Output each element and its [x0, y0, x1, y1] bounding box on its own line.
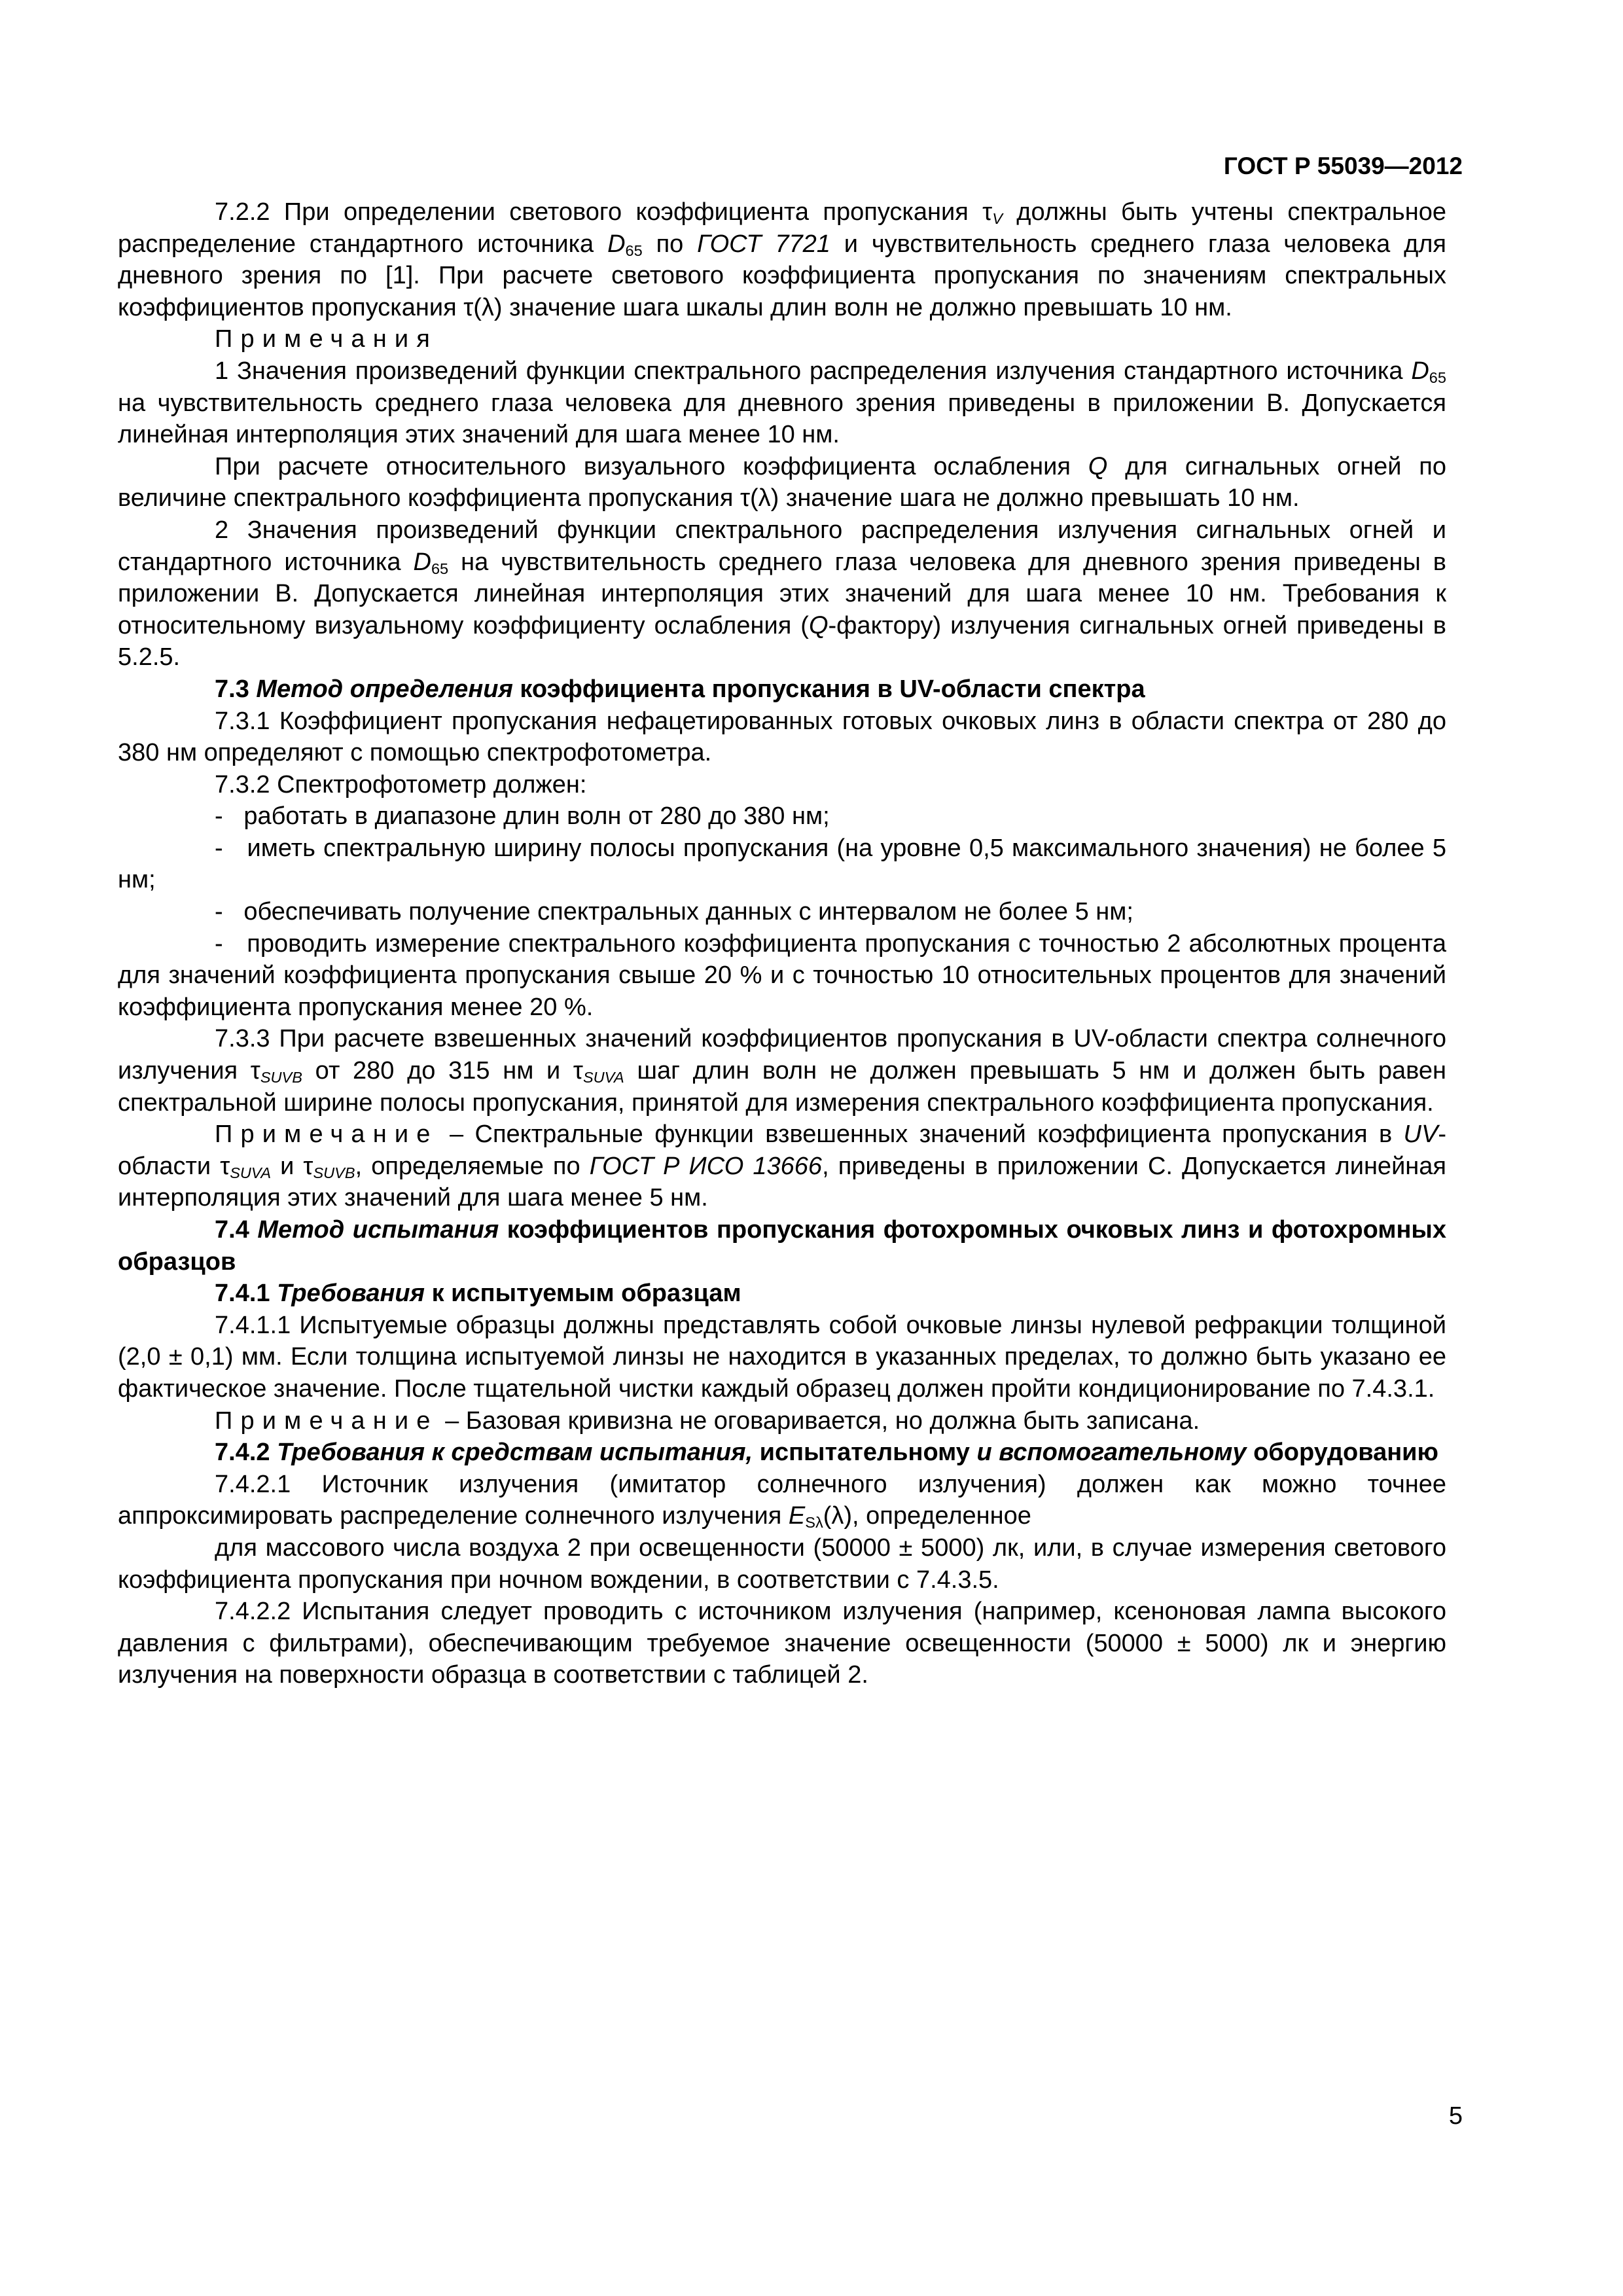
heading-7-3 — [118, 673, 1446, 706]
subscript: SUVA — [582, 1068, 624, 1086]
paragraph-7-3-3 — [118, 1023, 1446, 1119]
text-run: коэффициента пропускания в UV-области спектра — [512, 675, 1145, 703]
heading-7-4-1 — [118, 1278, 1446, 1310]
text-run: 7.4.2.1 Источник излучения (имитатор солнечного излучения) должен как можно точнее аппроксимировать распределение солнечного излучения — [118, 1470, 1446, 1530]
heading-7-4-2 — [118, 1437, 1446, 1469]
paragraph-7-3-2: 7.3.2 Спектрофотометр должен: — [215, 770, 587, 798]
text-run: коэффициентов пропускания фотохромных очковых линз и фотохромных образцов — [118, 1216, 1446, 1276]
text-run: испытательному — [753, 1439, 977, 1467]
note-1 — [118, 355, 1446, 451]
text-run: , приведены в приложении С. Допускается линейная интерполяция этих значений для шага менее 5 нм. — [118, 1152, 1446, 1212]
paragraph-7-3-1: 7.3.1 Коэффициент пропускания нефацетированных готовых очковых линз в области спектра от 280 до 380 нм определяют с помощью спектрофотометра. — [118, 707, 1446, 767]
paragraph-7-4-2-2: 7.4.2.2 Испытания следует проводить с источником излучения (например, ксеноновая лампа высокого давления с фильтрами), обеспечивающим требуемое значение освещенности (50000 ± 5000) лк и энергию излучения на поверхности образца в соответствии с таблицей 2. — [118, 1598, 1446, 1689]
document-body — [118, 196, 1446, 1691]
section-number: 7.4.2 — [215, 1439, 277, 1467]
text-run: UV — [1403, 1121, 1438, 1149]
dash-marker: - — [215, 929, 247, 958]
section-number: 7.3 — [215, 675, 257, 703]
subscript: SUVA — [230, 1164, 272, 1181]
symbol-q: Q — [808, 611, 829, 639]
list-item-text: проводить измерение спектрального коэффициента пропускания с точностью 2 абсолютных процента для значений коэффициента пропускания свыше 20 % и с точностью 10 относительных процентов для значений коэффициента пропускания менее 20 %. — [118, 929, 1447, 1021]
subscript: SUVB — [260, 1068, 302, 1086]
list-item — [118, 800, 1446, 833]
text-run: оборудованию — [1246, 1439, 1438, 1467]
notes-heading — [118, 323, 1446, 355]
text-run: шаг длин волн не должен превышать 5 нм и должен быть равен спектральной ширине полосы пропускания, принятой для измерения спектрального коэффициента пропускания. — [118, 1057, 1446, 1117]
symbol-d: D — [1411, 357, 1429, 385]
section-number: 7.4.1 — [215, 1280, 277, 1308]
list-item — [118, 928, 1446, 1024]
text-run: на чувствительность среднего глаза человека для дневного зрения приведены в приложении В. Допускается линейная интерполяция этих значений для шага менее 10 нм. — [118, 389, 1446, 449]
dash-marker: - — [215, 802, 244, 831]
text-run: Метод испытания — [257, 1216, 499, 1244]
list-item-text: обеспечивать получение спектральных данных с интервалом не более 5 нм; — [243, 898, 1133, 926]
text-run: (λ), определенное — [823, 1502, 1031, 1530]
dash-marker: - — [215, 898, 244, 926]
subscript: V — [992, 209, 1003, 227]
symbol-d: D — [413, 548, 431, 576]
paragraph-7-4-2-1 — [118, 1469, 1446, 1532]
symbol-q: Q — [1088, 452, 1108, 480]
paragraph-7-4-1-1: 7.4.1.1 Испытуемые образцы должны представлять собой очковые линзы нулевой рефракции толщиной (2,0 ± 0,1) мм. Если толщина испытуемой линзы не находится в указанных пределах, то должно быть указано ее фактическое значение. После тщательной чистки каждый образец должен пройти кондиционирование по 7.4.3.1. — [118, 1311, 1446, 1403]
heading-7-4 — [118, 1214, 1446, 1278]
text-run: 2 Значения произведений функции спектрального распределения излучения сигнальных огней и стандартного источника — [118, 516, 1446, 576]
note-4 — [118, 1405, 1446, 1437]
section-number: 7.4 — [215, 1216, 258, 1244]
text-run: Требования — [277, 1280, 425, 1308]
subscript: 65 — [1429, 368, 1446, 386]
text-run: к испытуемым образцам — [425, 1280, 741, 1308]
text-run: для сигнальных огней по величине спектрального коэффициента пропускания τ(λ) значение шага не должно превышать 10 нм. — [118, 452, 1446, 512]
text-run: Требования к средствам испытания, — [277, 1439, 753, 1467]
text-run: от 280 до 315 нм и τ — [302, 1057, 583, 1085]
text-run: 1 Значения произведений функции спектрального распределения излучения стандартного источника — [215, 357, 1412, 385]
subscript: 65 — [625, 242, 643, 259]
note-1-continued — [118, 451, 1446, 514]
text-run: и чувствительность среднего глаза человека для дневного зрения по [1]. При расчете светового коэффициента пропускания по значениям спектральных коэффициентов пропускания τ(λ) значение шага шкалы длин волн не должно превышать 10 нм. — [118, 230, 1447, 321]
text-run: на чувствительность среднего глаза человека для дневного зрения приведены в приложении В. Допускается линейная интерполяция этих значений для шага менее 10 нм. Требования к относительному визуальному коэффициенту ослабления ( — [118, 548, 1446, 639]
text-run: – Спектральные функции взвешенных значений коэффициента пропускания в — [438, 1121, 1404, 1149]
notes-label: Примечания — [215, 325, 438, 353]
dash-marker: - — [215, 834, 247, 862]
symbol-d: D — [607, 230, 626, 258]
list-item-text: иметь спектральную ширину полосы пропускания (на уровне 0,5 максимального значения) не более 5 нм; — [118, 834, 1447, 894]
text-run: -области τ — [118, 1121, 1446, 1180]
page-number: 5 — [1448, 2102, 1463, 2130]
text-run: -фактору) излучения сигнальных огней приведены в 5.2.5. — [118, 611, 1446, 672]
note-label: Примечание — [215, 1121, 438, 1149]
symbol-e: E — [788, 1502, 806, 1530]
note-3 — [118, 1119, 1446, 1214]
note-2 — [118, 514, 1446, 673]
standard-reference: ГОСТ 7721 — [697, 230, 830, 258]
text-run: и τ — [271, 1152, 313, 1180]
list-item — [118, 896, 1446, 928]
paragraph-7-4-2-1-continued: для массового числа воздуха 2 при освещенности (50000 ± 5000) лк, или, в случае измерения светового коэффициента пропускания при ночном вождении, в соответствии с 7.4.3.5. — [118, 1534, 1446, 1594]
text-run: и вспомогательному — [976, 1439, 1247, 1467]
text-run: 7.3.3 При расчете взвешенных значений коэффициентов пропускания в UV-области спектра солнечного излучения τ — [118, 1025, 1446, 1085]
note-label: Примечание — [215, 1407, 438, 1435]
list-item — [118, 833, 1446, 896]
text-run: При расчете относительного визуального коэффициента ослабления — [215, 452, 1088, 480]
subscript: 65 — [431, 560, 449, 577]
text-run: должны быть учтены спектральное распределение стандартного источника — [118, 198, 1446, 258]
subscript: SUVB — [313, 1164, 355, 1181]
subscript: Sλ — [805, 1514, 823, 1532]
paragraph-7-2-2 — [118, 196, 1446, 323]
list-item-text: работать в диапазоне длин волн от 280 до 380 нм; — [243, 802, 830, 831]
text-run: – Базовая кривизна не оговаривается, но должна быть записана. — [438, 1407, 1200, 1435]
standard-reference: ГОСТ Р ИСО 13666 — [589, 1152, 823, 1180]
text-run: , определяемые по — [355, 1152, 590, 1180]
page-header: ГОСТ Р 55039—2012 — [1223, 152, 1463, 179]
text-run: по — [642, 230, 698, 258]
text-run: Метод определения — [256, 675, 513, 703]
text-run: 7.2.2 При определении светового коэффициента пропускания τ — [215, 198, 993, 226]
